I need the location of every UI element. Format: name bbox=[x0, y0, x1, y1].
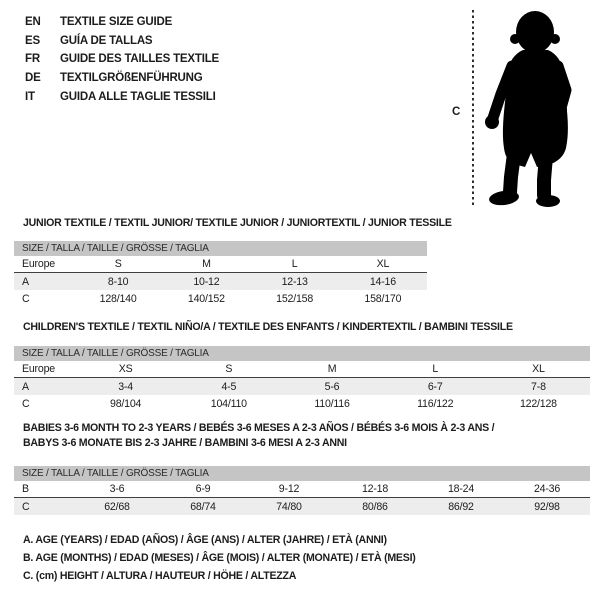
size-value-cell: 158/170 bbox=[364, 292, 402, 305]
row-label: A bbox=[22, 380, 29, 393]
table-row bbox=[14, 273, 427, 290]
language-code: IT bbox=[25, 90, 35, 103]
row-label: Europe bbox=[22, 363, 55, 375]
size-header-band: SIZE / TALLA / TAILLE / GRÖSSE / TAGLIA bbox=[14, 466, 590, 481]
size-value-cell: 3-4 bbox=[118, 380, 133, 393]
table-row bbox=[14, 256, 427, 273]
language-row bbox=[25, 50, 219, 69]
size-value-cell: 14-16 bbox=[369, 275, 396, 288]
language-row bbox=[25, 13, 219, 32]
language-code: FR bbox=[25, 53, 40, 66]
row-label: B bbox=[22, 483, 29, 495]
size-value-cell: 122/128 bbox=[519, 397, 557, 410]
footnote: C. (cm) HEIGHT / ALTURA / HAUTEUR / HÖHE / ALTEZZA bbox=[23, 570, 297, 582]
size-value-cell: 10-12 bbox=[193, 275, 220, 288]
size-value-cell: 86/92 bbox=[448, 500, 474, 513]
language-name: GUÍA DE TALLAS bbox=[60, 34, 153, 47]
table-row bbox=[14, 290, 427, 307]
row-label: A bbox=[22, 275, 29, 288]
height-measure-label: C bbox=[452, 106, 461, 118]
size-value-cell: 128/140 bbox=[99, 292, 137, 305]
size-value-cell: 24-36 bbox=[533, 483, 561, 495]
size-value-cell: 68/74 bbox=[190, 500, 216, 513]
size-header-band: SIZE / TALLA / TAILLE / GRÖSSE / TAGLIA bbox=[14, 241, 427, 256]
size-header-band: SIZE / TALLA / TAILLE / GRÖSSE / TAGLIA bbox=[14, 346, 590, 361]
size-value-cell: M bbox=[327, 363, 337, 375]
row-label: Europe bbox=[22, 258, 55, 270]
size-value-cell: 104/110 bbox=[210, 397, 247, 410]
size-value-cell: 12-18 bbox=[361, 483, 389, 495]
table-row bbox=[14, 395, 590, 412]
size-value-cell: 4-5 bbox=[221, 380, 237, 393]
size-value-cell: 152/158 bbox=[276, 292, 314, 305]
section-title-line: CHILDREN'S TEXTILE / TEXTIL NIÑO/A / TEXTILE DES ENFANTS / KINDERTEXTIL / BAMBINI TESSILE bbox=[23, 321, 513, 333]
row-label: C bbox=[22, 397, 30, 410]
language-code: EN bbox=[25, 16, 41, 29]
size-value-cell: 18-24 bbox=[447, 483, 475, 495]
table-row bbox=[14, 378, 590, 395]
size-value-cell: 140/152 bbox=[187, 292, 225, 305]
babies-size-table bbox=[14, 466, 590, 515]
language-row bbox=[25, 69, 219, 88]
row-label: C bbox=[22, 500, 30, 513]
size-value-cell: XL bbox=[532, 363, 545, 375]
language-row bbox=[25, 32, 219, 51]
size-value-cell: 62/68 bbox=[104, 500, 130, 513]
size-value-cell: S bbox=[114, 258, 122, 270]
language-code: DE bbox=[25, 72, 41, 85]
size-value-cell: 98/104 bbox=[110, 397, 142, 410]
section-title-line: JUNIOR TEXTILE / TEXTIL JUNIOR/ TEXTILE JUNIOR / JUNIORTEXTIL / JUNIOR TESSILE bbox=[23, 217, 452, 229]
language-name: GUIDE DES TAILLES TEXTILE bbox=[60, 53, 219, 66]
size-value-cell: 6-9 bbox=[195, 483, 211, 495]
size-value-cell: 116/122 bbox=[417, 397, 454, 410]
size-value-cell: 5-6 bbox=[324, 380, 340, 393]
size-value-cell: 74/80 bbox=[276, 500, 302, 513]
language-list bbox=[25, 13, 219, 106]
size-value-cell: 7-8 bbox=[531, 380, 546, 393]
section-title-babies bbox=[23, 421, 494, 451]
size-value-cell: XS bbox=[118, 363, 133, 375]
language-name: TEXTILE SIZE GUIDE bbox=[60, 16, 173, 29]
size-value-cell: 12-13 bbox=[281, 275, 308, 288]
size-value-cell: 92/98 bbox=[534, 500, 560, 513]
footnote: B. AGE (MONTHS) / EDAD (MESES) / ÂGE (MOIS) / ALTER (MONATE) / ETÀ (MESI) bbox=[23, 552, 416, 564]
size-value-cell: L bbox=[291, 258, 298, 270]
table-row bbox=[14, 361, 590, 378]
language-code: ES bbox=[25, 34, 40, 47]
height-measure-dotted-line bbox=[472, 10, 474, 206]
table-row bbox=[14, 481, 590, 498]
section-title-children bbox=[23, 320, 513, 335]
footnotes bbox=[23, 534, 416, 588]
table-row bbox=[14, 498, 590, 515]
size-value-cell: 80/86 bbox=[362, 500, 388, 513]
size-value-cell: 8-10 bbox=[107, 275, 129, 288]
language-row bbox=[25, 87, 219, 106]
footnote: A. AGE (YEARS) / EDAD (AÑOS) / ÂGE (ANS) / ALTER (JAHRE) / ETÀ (ANNI) bbox=[23, 534, 387, 546]
baby-silhouette bbox=[478, 2, 598, 212]
size-value-cell: S bbox=[225, 363, 233, 375]
size-value-cell: 9-12 bbox=[278, 483, 300, 495]
row-label: C bbox=[22, 292, 30, 305]
junior-size-table bbox=[14, 241, 427, 307]
size-value-cell: 110/116 bbox=[314, 397, 350, 410]
section-title-line: BABIES 3-6 MONTH TO 2-3 YEARS / BEBÉS 3-6 MESES A 2-3 AÑOS / BÉBÉS 3-6 MOIS À 2-3 ANS / bbox=[23, 422, 495, 434]
size-value-cell: M bbox=[202, 258, 211, 270]
language-name: GUIDA ALLE TAGLIE TESSILI bbox=[60, 90, 216, 103]
children-size-table bbox=[14, 346, 590, 412]
size-value-cell: L bbox=[432, 363, 439, 375]
language-name: TEXTILGRÖßENFÜHRUNG bbox=[60, 72, 203, 85]
size-value-cell: XL bbox=[376, 258, 390, 270]
size-value-cell: 3-6 bbox=[109, 483, 125, 495]
section-title-line: BABYS 3-6 MONATE BIS 2-3 JAHRE / BAMBINI 3-6 MESI A 2-3 ANNI bbox=[23, 437, 347, 449]
section-title-junior bbox=[23, 216, 452, 231]
size-value-cell: 6-7 bbox=[427, 380, 443, 393]
